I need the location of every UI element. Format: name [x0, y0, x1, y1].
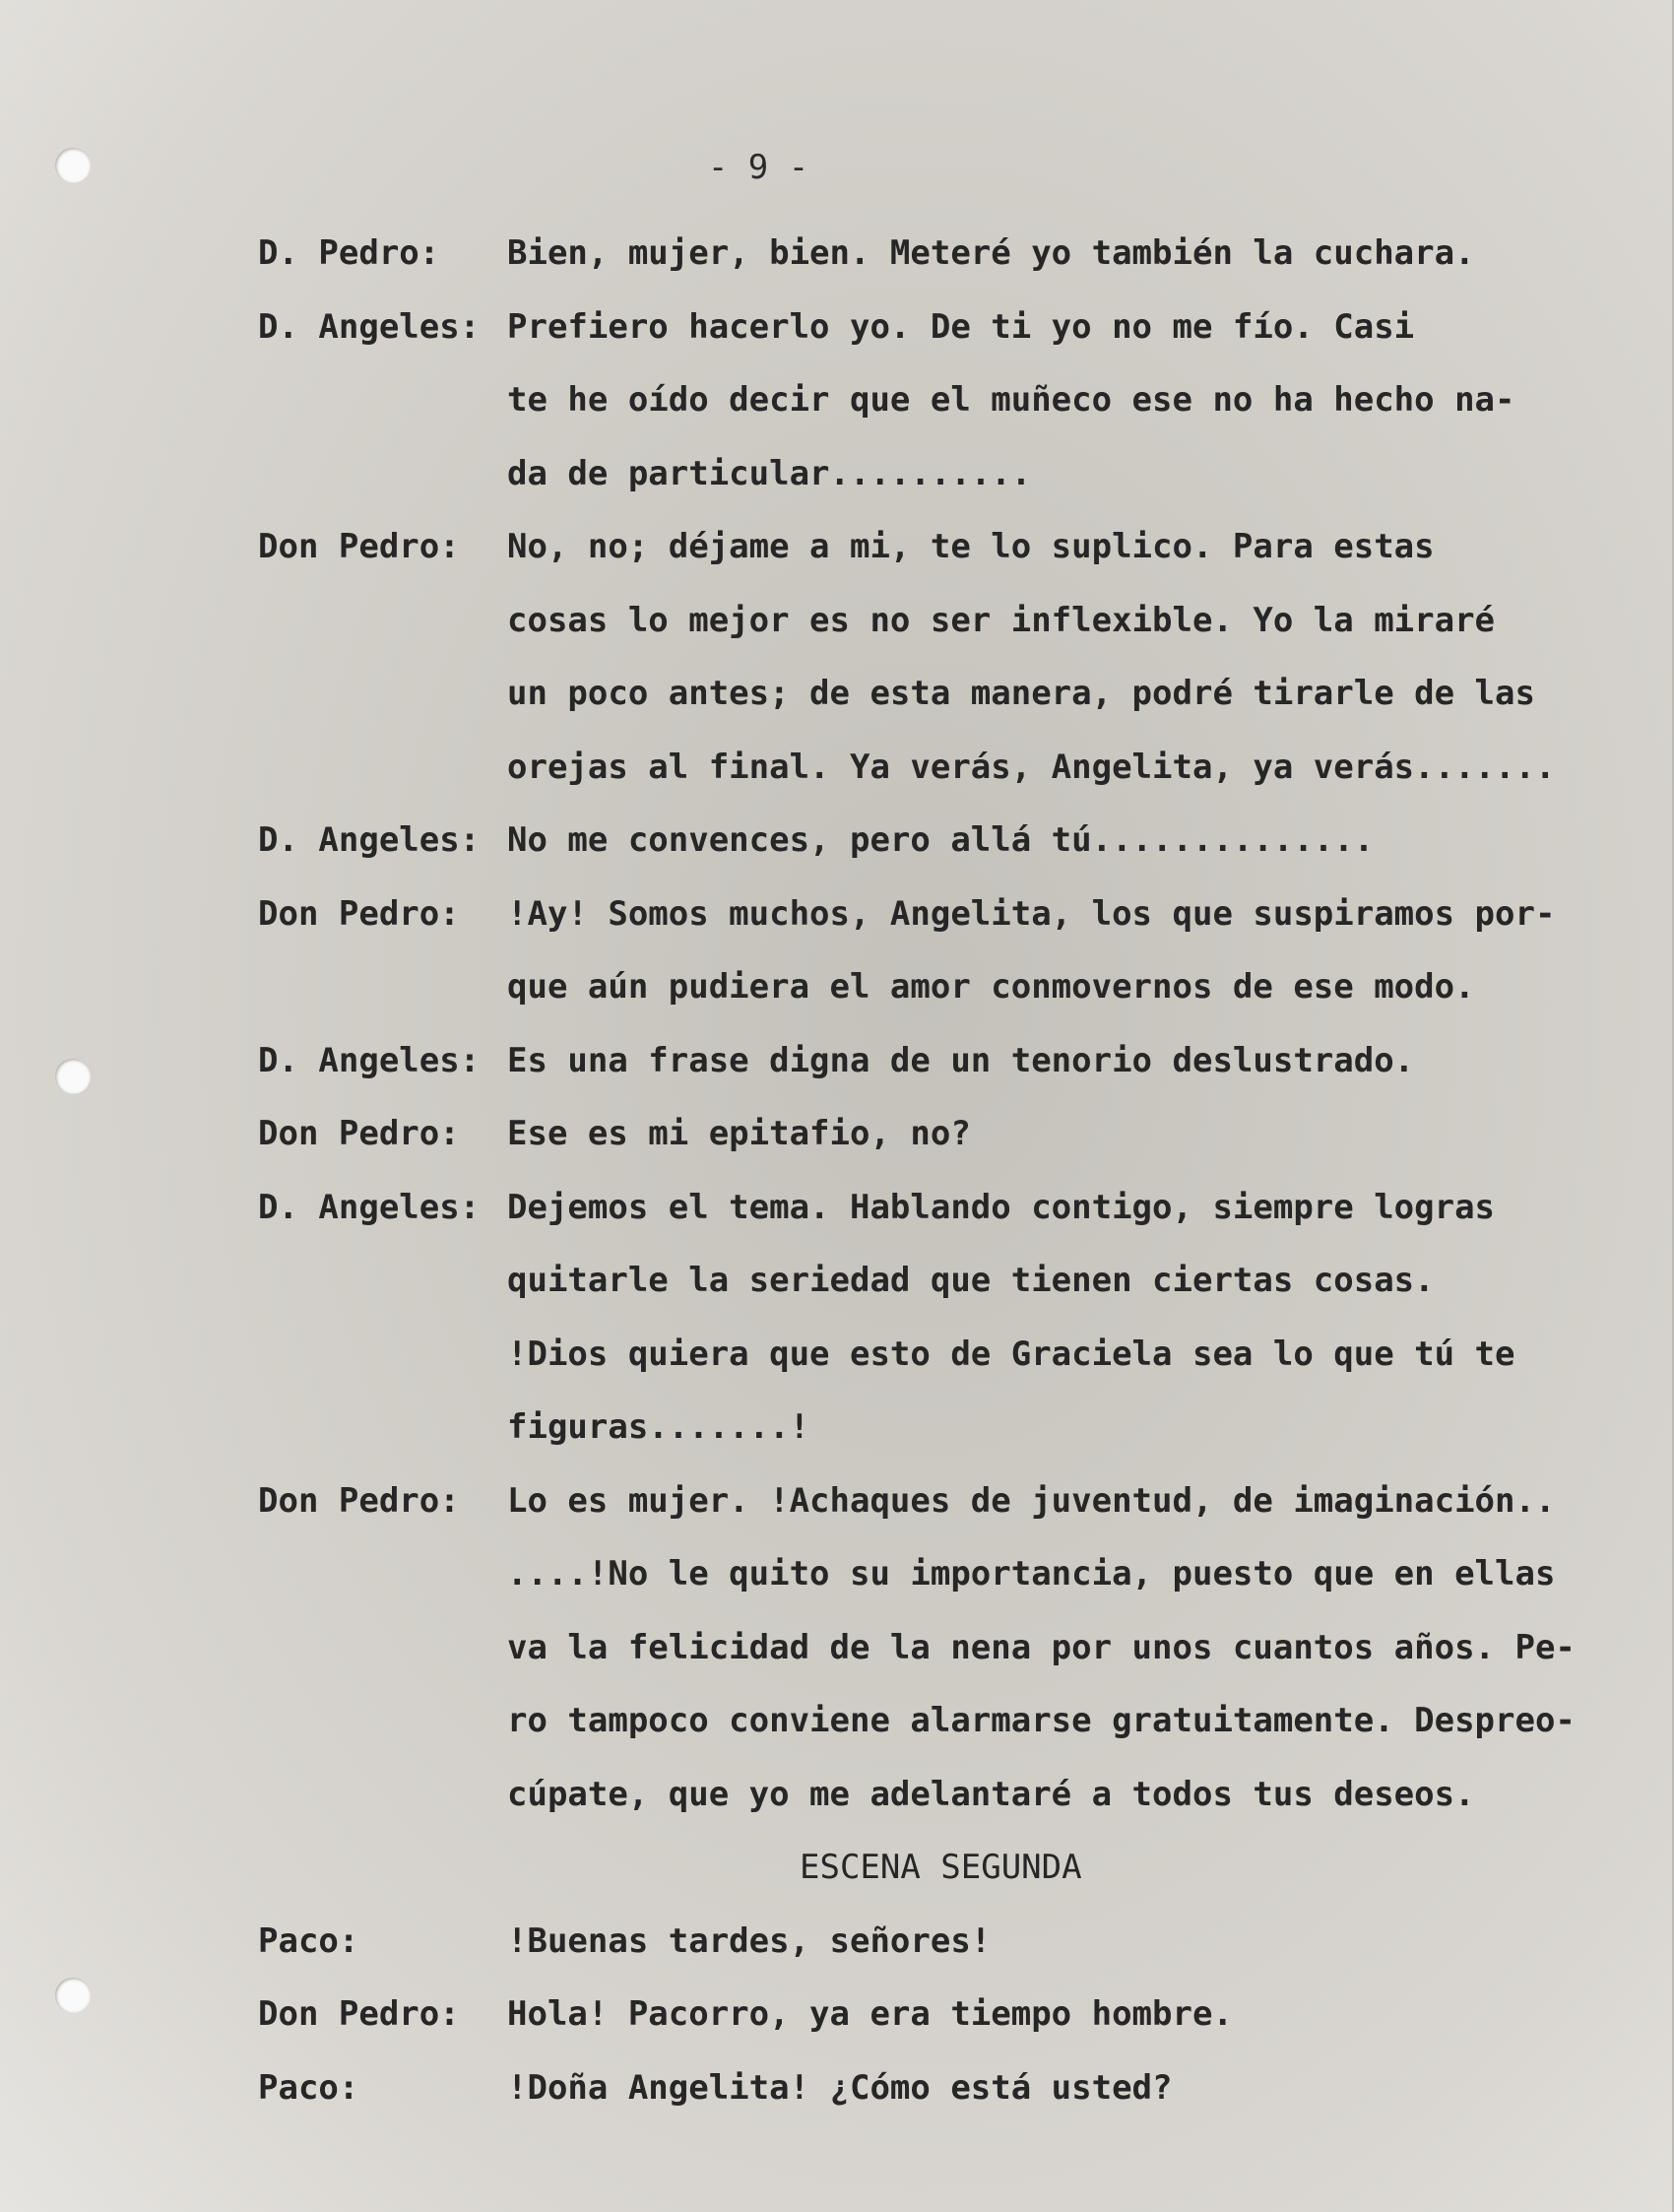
speaker-name: Don Pedro:: [258, 893, 460, 934]
dialogue-line: un poco antes; de esta manera, podré tirarle de las: [507, 674, 1535, 713]
page-number: - 9 -: [707, 148, 809, 187]
dialogue-line: que aún pudiera el amor conmovernos de ese modo.: [507, 967, 1475, 1007]
speaker-name: D. Pedro:: [258, 233, 440, 273]
speaker-name: Don Pedro:: [258, 1994, 460, 2034]
dialogue-line: !Ay! Somos muchos, Angelita, los que suspiramos por-: [507, 893, 1556, 934]
dialogue-line: cúpate, que yo me adelantaré a todos tus deseos.: [507, 1774, 1475, 1814]
dialogue-line: Prefiero hacerlo yo. De ti yo no me fío. Casi: [507, 306, 1415, 347]
speaker-name: Paco:: [258, 2067, 359, 2108]
dialogue-line: !Dios quiera que esto de Graciela sea lo que tú te: [507, 1334, 1515, 1374]
dialogue-line: Bien, mujer, bien. Meteré yo también la cuchara.: [507, 233, 1475, 273]
dialogue-line: No, no; déjame a mi, te lo suplico. Para estas: [507, 527, 1435, 566]
dialogue-line: Hola! Pacorro, ya era tiempo hombre.: [507, 1994, 1233, 2034]
dialogue-line: va la felicidad de la nena por unos cuantos años. Pe-: [507, 1627, 1576, 1667]
speaker-name: D. Angeles:: [258, 306, 481, 347]
dialogue-line: quitarle la seriedad que tienen ciertas cosas.: [507, 1261, 1435, 1300]
dialogue-line: ro tampoco conviene alarmarse gratuitamente. Despreo-: [507, 1701, 1576, 1740]
speaker-name: Don Pedro:: [258, 527, 460, 566]
dialogue-line: da de particular..........: [507, 453, 1032, 493]
speaker-name: D. Angeles:: [258, 1040, 481, 1080]
speaker-name: Don Pedro:: [258, 1480, 460, 1521]
dialogue-line: No me convences, pero allá tú..............: [507, 820, 1375, 860]
speaker-name: Don Pedro:: [258, 1114, 460, 1153]
dialogue-line: cosas lo mejor es no ser inflexible. Yo la miraré: [507, 600, 1496, 640]
dialogue-line: !Doña Angelita! ¿Cómo está usted?: [507, 2067, 1173, 2108]
dialogue-line: te he oído decir que el muñeco ese no ha hecho na-: [507, 380, 1515, 420]
dialogue-line: Dejemos el tema. Hablando contigo, siempre logras: [507, 1187, 1496, 1227]
speaker-name: D. Angeles:: [258, 1187, 481, 1227]
punch-hole-bottom: [55, 1978, 91, 2013]
speaker-name: Paco:: [258, 1920, 359, 1961]
dialogue-line: Ese es mi epitafio, no?: [507, 1114, 971, 1153]
dialogue-line: !Buenas tardes, señores!: [507, 1920, 992, 1961]
dialogue-line: ....!No le quito su importancia, puesto que en ellas: [507, 1554, 1556, 1594]
punch-hole-middle: [55, 1059, 91, 1094]
dialogue-line: orejas al final. Ya verás, Angelita, ya verás.......: [507, 747, 1556, 787]
speaker-name: D. Angeles:: [258, 820, 481, 860]
dialogue-line: figuras.......!: [507, 1407, 810, 1447]
scene-heading: ESCENA SEGUNDA: [800, 1848, 1082, 1887]
dialogue-line: Es una frase digna de un tenorio deslustrado.: [507, 1040, 1415, 1080]
dialogue-line: Lo es mujer. !Achaques de juventud, de imaginación..: [507, 1480, 1556, 1521]
